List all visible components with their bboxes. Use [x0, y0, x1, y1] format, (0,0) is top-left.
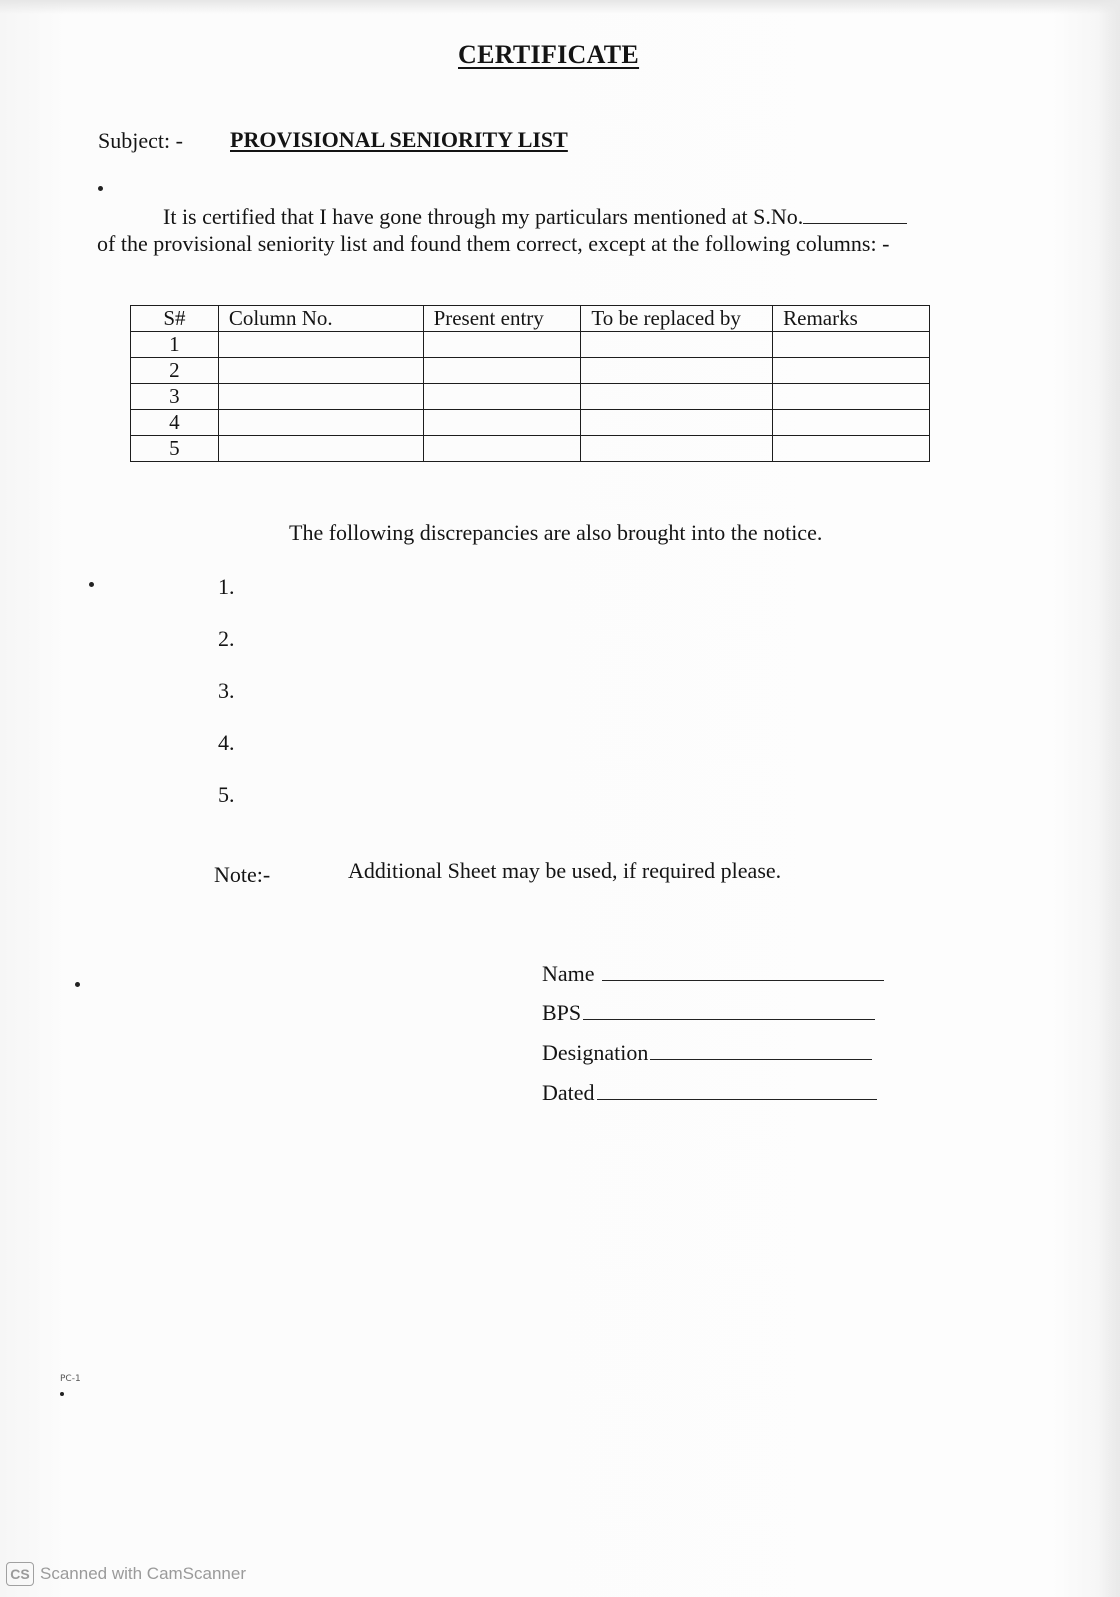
- name-label: Name: [542, 961, 595, 986]
- cell-remarks: [773, 358, 930, 384]
- discrepancy-item-4: 4.: [218, 730, 235, 755]
- header-sno: S#: [131, 306, 219, 332]
- designation-label: Designation: [542, 1040, 649, 1065]
- top-edge-shadow: [0, 0, 1120, 14]
- certification-text-line2: of the provisional seniority list and found them correct, except at the following columns: -: [97, 231, 890, 256]
- cell-present-entry: [423, 436, 581, 462]
- header-remarks: Remarks: [773, 306, 930, 332]
- discrepancy-item-3: 3.: [218, 678, 235, 703]
- header-to-be-replaced-by: To be replaced by: [581, 306, 773, 332]
- cell-column-no: [218, 410, 423, 436]
- margin-dot: [98, 186, 103, 191]
- table-row: [131, 332, 930, 358]
- note-text: Additional Sheet may be used, if required please.: [348, 858, 782, 883]
- camscanner-logo-icon: CS: [6, 1562, 34, 1586]
- subject-value: PROVISIONAL SENIORITY LIST: [230, 127, 568, 152]
- signature-name-row: [542, 961, 884, 987]
- signature-designation-row: [542, 1040, 872, 1066]
- cell-to-be-replaced-by: [581, 358, 773, 384]
- table-row: [131, 384, 930, 410]
- row-sno: 5: [131, 436, 219, 462]
- margin-dot: [60, 1392, 64, 1396]
- header-column-no: Column No.: [218, 306, 423, 332]
- cell-remarks: [773, 410, 930, 436]
- right-edge-shadow: [1098, 0, 1120, 1597]
- signature-dated-row: [542, 1080, 877, 1106]
- row-sno: 1: [131, 332, 219, 358]
- dated-label: Dated: [542, 1080, 595, 1105]
- table-row: [131, 358, 930, 384]
- cell-column-no: [218, 332, 423, 358]
- cell-remarks: [773, 436, 930, 462]
- discrepancy-item-1: 1.: [218, 574, 235, 599]
- margin-dot: [89, 582, 94, 587]
- row-sno: 2: [131, 358, 219, 384]
- document-title: CERTIFICATE: [458, 40, 640, 69]
- header-present-entry: Present entry: [423, 306, 581, 332]
- cell-present-entry: [423, 332, 581, 358]
- scanner-text: Scanned with CamScanner: [40, 1564, 247, 1583]
- name-line: [602, 962, 884, 981]
- discrepancy-intro: The following discrepancies are also brought into the notice.: [289, 520, 823, 545]
- cell-column-no: [218, 384, 423, 410]
- bps-line: [583, 1001, 875, 1020]
- designation-line: [650, 1041, 872, 1060]
- table-row: [131, 410, 930, 436]
- margin-dot: [75, 982, 80, 987]
- cell-present-entry: [423, 358, 581, 384]
- dated-line: [597, 1081, 877, 1100]
- cell-to-be-replaced-by: [581, 332, 773, 358]
- table-row: [131, 436, 930, 462]
- bps-label: BPS: [542, 1000, 582, 1025]
- scanner-watermark: [6, 1562, 246, 1586]
- cell-to-be-replaced-by: [581, 436, 773, 462]
- certification-text: It is certified that I have gone through my particulars mentioned at S.No.: [163, 204, 804, 229]
- certification-text-line1: [163, 204, 907, 230]
- row-sno: 4: [131, 410, 219, 436]
- row-sno: 3: [131, 384, 219, 410]
- cell-to-be-replaced-by: [581, 410, 773, 436]
- cell-to-be-replaced-by: [581, 384, 773, 410]
- cell-remarks: [773, 332, 930, 358]
- note-label: Note:-: [214, 862, 271, 887]
- cell-column-no: [218, 358, 423, 384]
- signature-bps-row: [542, 1000, 875, 1026]
- correction-table: [130, 305, 930, 462]
- cell-present-entry: [423, 384, 581, 410]
- discrepancy-item-2: 2.: [218, 626, 235, 651]
- cell-present-entry: [423, 410, 581, 436]
- cell-remarks: [773, 384, 930, 410]
- table-header-row: [131, 306, 930, 332]
- subject-label: Subject: -: [98, 128, 183, 153]
- discrepancy-item-5: 5.: [218, 782, 235, 807]
- sno-blank: [803, 205, 907, 224]
- form-code: PC-1: [60, 1374, 81, 1384]
- cell-column-no: [218, 436, 423, 462]
